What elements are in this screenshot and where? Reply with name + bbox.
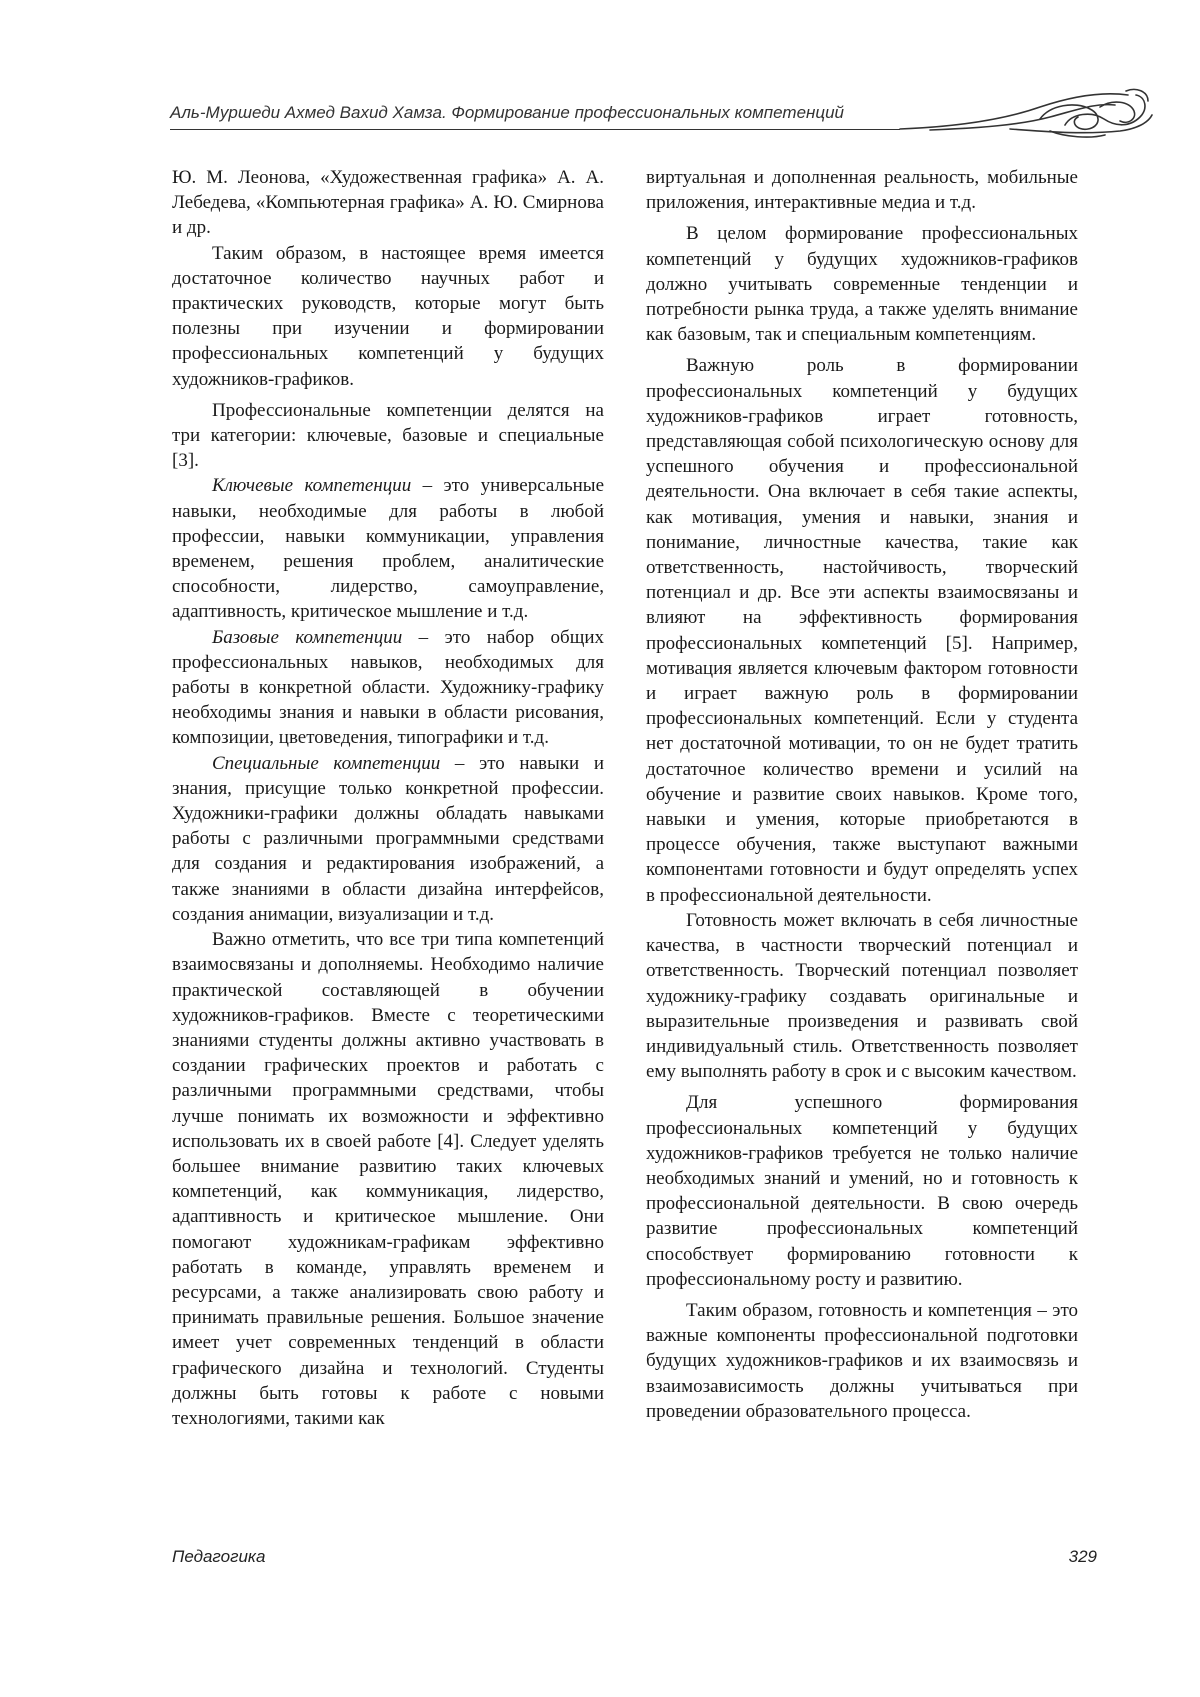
paragraph: В целом формирование профессиональных компетенций у будущих художников-графиков должно учитывать современные тенденции и потребности рынка труда, а также уделять внимание как базовым, так и специальным компетенциям. [646,223,1078,346]
paragraph: Важно отметить, что все три типа компетенций взаимосвязаны и дополняемы. Необходимо наличие практической составляющей в обучении художников-графиков. Вместе с теоретическими знаниями студенты должны активно участвовать в создании графических проектов и работать с различными программными средствами, чтобы лучше понимать их возможности и эффективно использовать их в своей работе [4]. Следует уделять большее внимание развитию таких ключевых компетенций, как коммуникация, лидерство, адаптивность и критическое мышление. Они помогают художникам-графикам эффективно работать в команде, управлять временем и ресурсами, а также анализировать свою работу и принимать правильные решения. Большое значение имеет учет современных тенденций в области графического дизайна и технологий. Студенты должны быть готовы к работе с новыми технологиями, такими как [172,929,604,1429]
paragraph: Таким образом, готовность и компетенция – это важные компоненты профессиональной подготовки будущих художников-графиков и их взаимосвязь и взаимозависимость должны учитываться при проведении образовательного процесса. [646,1299,1078,1422]
running-title: Аль-Муршеди Ахмед Вахид Хамза. Формирование профессиональных компетенций [170,103,845,122]
paragraph: Профессиональные компетенции делятся на три категории: ключевые, базовые и специальные [3]. [172,399,604,472]
paragraph: виртуальная и дополненная реальность, мобильные приложения, интерактивные медиа и т.д. [646,167,1078,214]
paragraph: Таким образом, в настоящее время имеется достаточное количество научных работ и практических руководств, которые могут быть полезны при изучении и формировании профессиональных компетенций у будущих художников-графиков. [172,242,604,390]
paragraph-special-competencies [172,751,604,927]
left-column [172,165,604,1431]
paragraph: Важную роль в формировании профессиональных компетенций у будущих художников-графиков играет готовность, представляющая собой психологическую основу для успешного обучения и профессиональной деятельности. Она включает в себя такие аспекты, как мотивация, умения и навыки, знания и понимание, личностные качества, такие как ответственность, настойчивость, творческий потенциал и др. Все эти аспекты взаимосвязаны и влияют на эффективность формирования профессиональных компетенций [5]. Например, мотивация является ключевым фактором готовности и играет важную роль в формировании профессиональных компетенций. Если у студента нет достаточной мотивации, то он не будет тратить достаточное количество времени и усилий на обучение и развитие своих навыков. Кроме того, навыки и умения, которые приобретаются в процессе обучения, также выступают важными компонентами готовности и будут определять успех в профессиональной деятельности. [646,355,1078,906]
running-header [170,93,1130,133]
paragraph: Ю. М. Леонова, «Художественная графика» А. А. Лебедева, «Компьютерная графика» А. Ю. Смирнова и др. [172,167,604,239]
paragraph-key-competencies [172,473,604,624]
definition-text: – это навыки и знания, присущие только конкретной профессии. Художники-графики должны обладать навыками работы с различными программными средствами для создания и редактирования изображений, а также знаниями в области дизайна интерфейсов, создания анимации, визуализации и т.д. [172,752,604,925]
right-column [646,165,1078,1424]
paragraph: Для успешного формирования профессиональных компетенций у будущих художников-графиков требуется не только наличие необходимых знаний и умений, но и готовность к профессиональной деятельности. В свою очередь развитие профессиональных компетенций способствует формированию готовности к профессиональному росту и развитию. [646,1092,1078,1290]
header-rule [170,129,900,130]
term-base-competencies: Базовые компетенции [212,626,403,648]
paragraph-base-competencies [172,625,604,751]
term-special-competencies: Специальные компетенции [212,752,441,774]
paragraph: Готовность может включать в себя личностные качества, в частности творческий потенциал и ответственность. Творческий потенциал позволяет художнику-графику создавать оригинальные и выразительные произведения и развивать свой индивидуальный стиль. Ответственность позволяет ему выполнять работу в срок и с высоким качеством. [646,909,1078,1083]
footer-section-name: Педагогика [172,1547,266,1566]
page-number: 329 [1068,1547,1097,1566]
definition-text: – это набор общих профессиональных навыков, необходимых для работы в конкретной области. Художнику-графику необходимы знания и навыки в области рисования, композиции, цветоведения, типографики и т.д. [172,626,604,749]
ornament-icon [890,81,1160,151]
definition-text: – это универсальные навыки, необходимые для работы в любой профессии, навыки коммуникации, управления временем, решения проблем, аналитические способности, лидерство, самоуправление, адаптивность, критическое мышление и т.д. [172,475,605,623]
term-key-competencies: Ключевые компетенции [212,475,412,497]
